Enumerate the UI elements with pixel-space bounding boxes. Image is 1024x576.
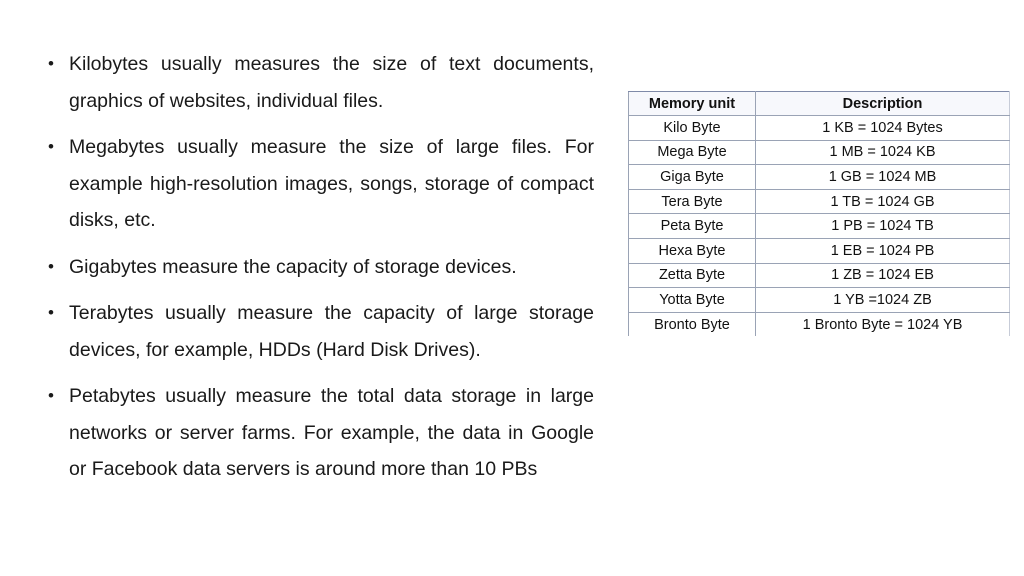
cell-memory-unit: Mega Byte <box>629 140 756 165</box>
table-row <box>629 312 1010 336</box>
bullet-text: Petabytes usually measure the total data storage in large networks or server farms. For example, the data in Google or Facebook data servers is around more than 10 PBs <box>69 385 594 480</box>
table-row <box>629 238 1010 263</box>
bullet-icon: • <box>48 303 54 322</box>
table-row <box>629 288 1010 313</box>
bullet-item-gigabytes <box>46 249 594 286</box>
table-row <box>629 189 1010 214</box>
bullet-icon: • <box>48 256 54 276</box>
bullet-text: Gigabytes measure the capacity of storage devices. <box>69 255 517 278</box>
header-memory-unit: Memory unit <box>629 92 756 116</box>
cell-description: 1 ZB = 1024 EB <box>756 263 1010 288</box>
bullet-icon: • <box>48 386 54 405</box>
cell-description: 1 KB = 1024 Bytes <box>756 116 1010 141</box>
bullet-item-petabytes <box>46 378 594 488</box>
cell-description: 1 MB = 1024 KB <box>756 140 1010 165</box>
cell-memory-unit: Giga Byte <box>629 165 756 190</box>
bullet-list <box>46 46 594 498</box>
cell-description: 1 GB = 1024 MB <box>756 165 1010 190</box>
bullet-icon: • <box>48 54 54 73</box>
cell-memory-unit: Bronto Byte <box>629 312 756 336</box>
memory-unit-table <box>628 91 1010 336</box>
cell-memory-unit: Zetta Byte <box>629 263 756 288</box>
cell-memory-unit: Tera Byte <box>629 189 756 214</box>
bullet-text: Kilobytes usually measures the size of text documents, graphics of websites, individual files. <box>69 53 594 112</box>
cell-description: 1 PB = 1024 TB <box>756 214 1010 239</box>
bullet-icon: • <box>48 137 54 156</box>
table-header-row <box>629 92 1010 116</box>
cell-memory-unit: Yotta Byte <box>629 288 756 313</box>
table-row <box>629 116 1010 141</box>
cell-description: 1 YB =1024 ZB <box>756 288 1010 313</box>
cell-memory-unit: Kilo Byte <box>629 116 756 141</box>
table-row <box>629 263 1010 288</box>
header-description: Description <box>756 92 1010 116</box>
bullet-item-terabytes <box>46 295 594 368</box>
bullet-item-megabytes <box>46 129 594 239</box>
table-row <box>629 140 1010 165</box>
bullet-item-kilobytes <box>46 46 594 119</box>
cell-description: 1 TB = 1024 GB <box>756 189 1010 214</box>
cell-memory-unit: Peta Byte <box>629 214 756 239</box>
bullet-text: Megabytes usually measure the size of large files. For example high-resolution images, songs, storage of compact disks, etc. <box>69 136 594 231</box>
bullet-text: Terabytes usually measure the capacity of large storage devices, for example, HDDs (Hard Disk Drives). <box>69 302 594 361</box>
memory-unit-table-container <box>628 91 1010 336</box>
cell-memory-unit: Hexa Byte <box>629 238 756 263</box>
table-row <box>629 165 1010 190</box>
table-row <box>629 214 1010 239</box>
cell-description: 1 EB = 1024 PB <box>756 238 1010 263</box>
cell-description: 1 Bronto Byte = 1024 YB <box>756 312 1010 336</box>
